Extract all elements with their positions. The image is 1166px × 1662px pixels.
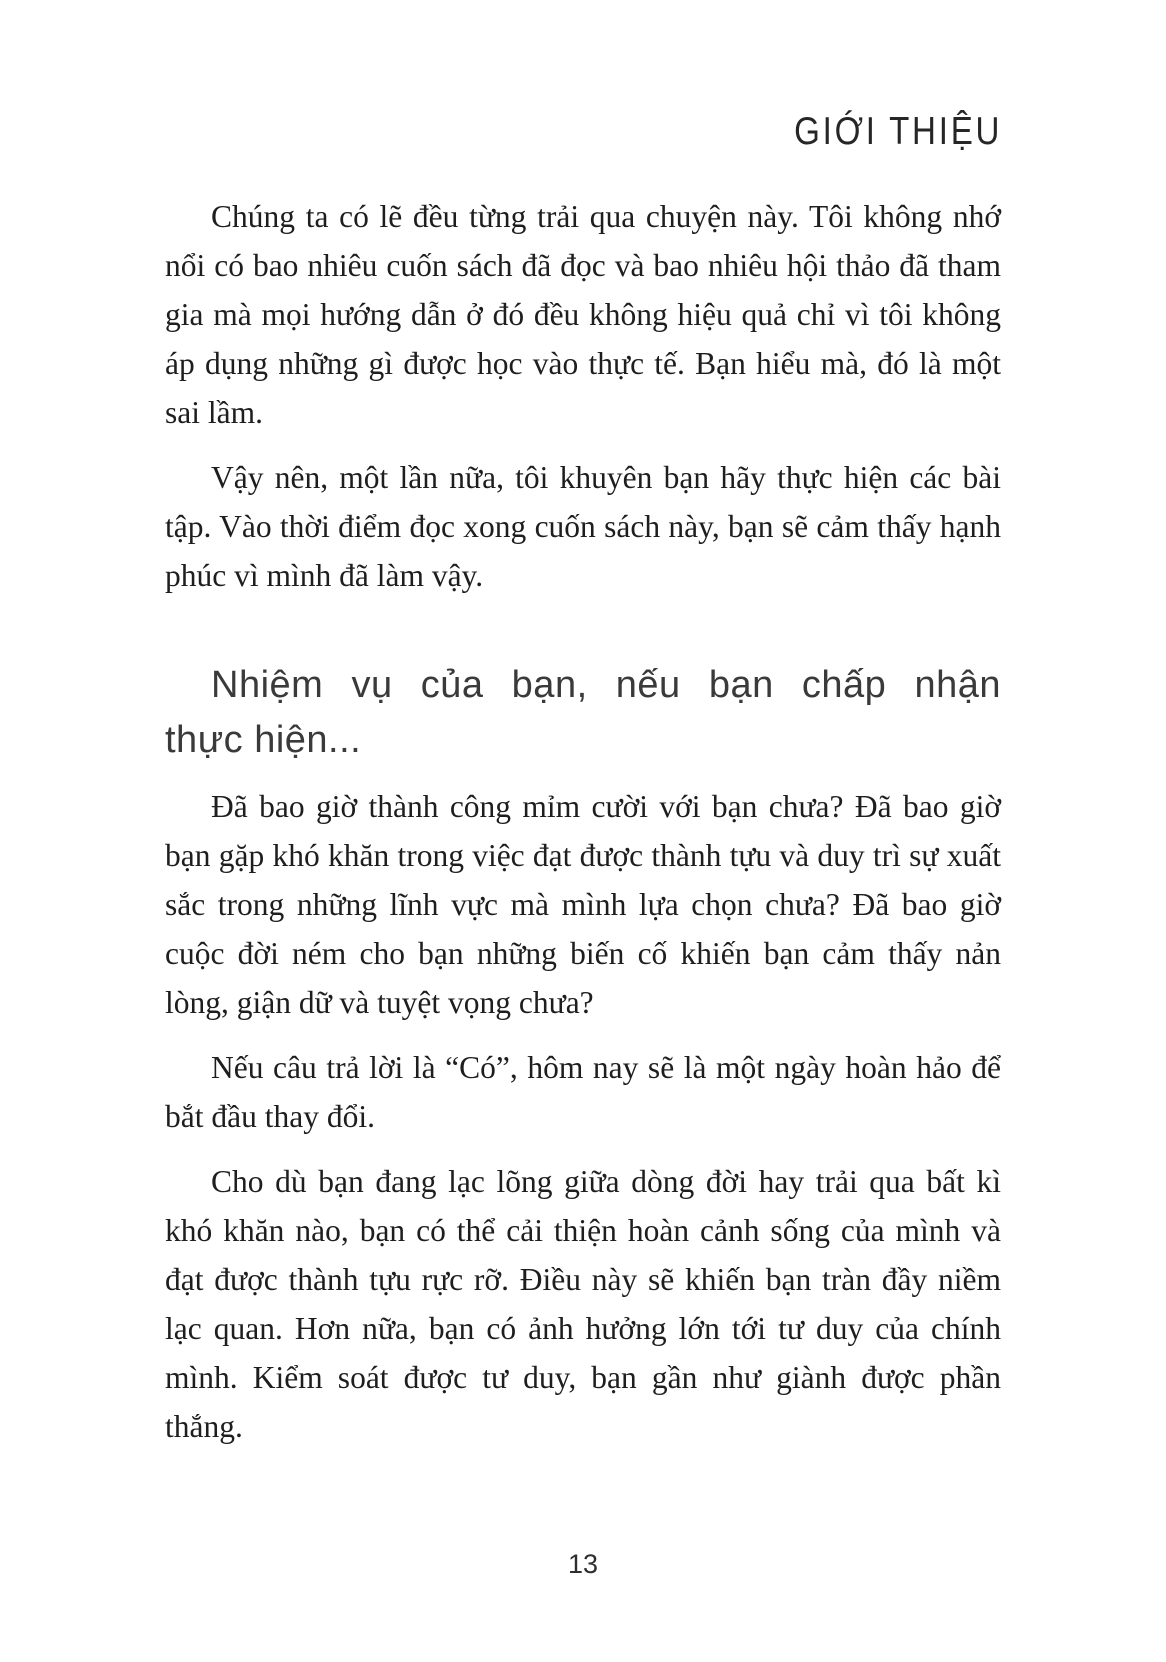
running-header: GIỚI THIỆU: [793, 108, 1002, 153]
section-heading-line: Nhiệm vụ của bạn, nếu bạn chấp nhận: [211, 664, 1001, 706]
section-heading: [165, 658, 1001, 768]
page-content: [165, 192, 1001, 1467]
body-paragraph: Chúng ta có lẽ đều từng trải qua chuyện này. Tôi không nhớ nổi có bao nhiêu cuốn sách đã đọc và bao nhiêu hội thảo đã tham gia mà mọi hướng dẫn ở đó đều không hiệu quả chỉ vì tôi không áp dụng những gì được học vào thực tế. Bạn hiểu mà, đó là một sai lầm.: [165, 199, 1001, 430]
page-number: 13: [567, 1549, 599, 1579]
body-paragraph: Cho dù bạn đang lạc lõng giữa dòng đời hay trải qua bất kì khó khăn nào, bạn có thể cải thiện hoàn cảnh sống của mình và đạt được thành tựu rực rỡ. Điều này sẽ khiến bạn tràn đầy niềm lạc quan. Hơn nữa, bạn có ảnh hưởng lớn tới tư duy của chính mình. Kiểm soát được tư duy, bạn gần như giành được phần thắng.: [165, 1164, 1001, 1444]
body-paragraph: Vậy nên, một lần nữa, tôi khuyên bạn hãy thực hiện các bài tập. Vào thời điểm đọc xong cuốn sách này, bạn sẽ cảm thấy hạnh phúc vì mình đã làm vậy.: [165, 460, 1001, 593]
body-paragraph: Nếu câu trả lời là “Có”, hôm nay sẽ là một ngày hoàn hảo để bắt đầu thay đổi.: [165, 1050, 1001, 1134]
section-heading-line: thực hiện...: [165, 719, 362, 761]
body-paragraph: Đã bao giờ thành công mỉm cười với bạn chưa? Đã bao giờ bạn gặp khó khăn trong việc đạt được thành tựu và duy trì sự xuất sắc trong những lĩnh vực mà mình lựa chọn chưa? Đã bao giờ cuộc đời ném cho bạn những biến cố khiến bạn cảm thấy nản lòng, giận dữ và tuyệt vọng chưa?: [165, 789, 1001, 1020]
